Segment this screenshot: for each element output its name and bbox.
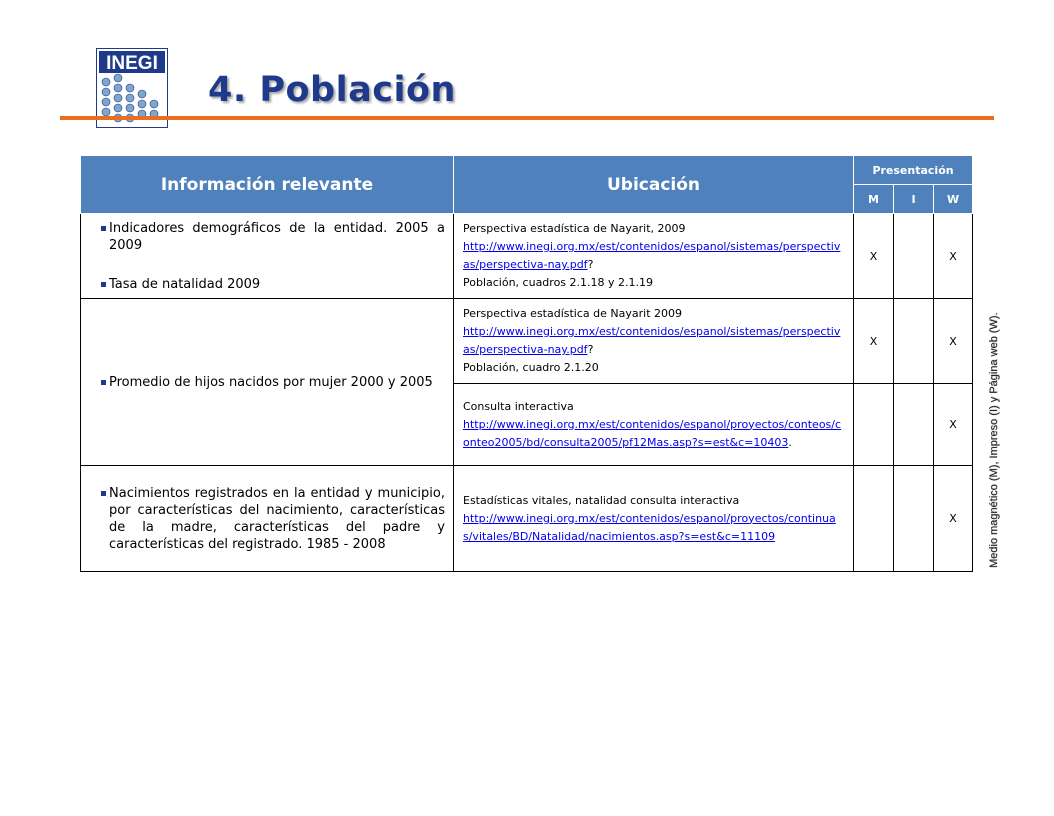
mark-m: X xyxy=(854,214,894,299)
mark-m xyxy=(854,466,894,572)
location-cell xyxy=(454,214,854,299)
mark-m xyxy=(854,384,894,466)
info-item: Tasa de natalidad 2009 xyxy=(101,276,445,293)
mark-w: X xyxy=(934,299,973,384)
location-link[interactable]: http://www.inegi.org.mx/est/contenidos/espanol/sistemas/perspectivas/perspectiva-nay.pdf xyxy=(463,240,841,271)
location-link[interactable]: http://www.inegi.org.mx/est/contenidos/espanol/proyectos/continuas/vitales/BD/Natalidad/nacimientos.asp?s=est&c=11109 xyxy=(463,511,836,543)
location-title: Consulta interactiva xyxy=(463,399,574,413)
location-detail: Población, cuadro 2.1.20 xyxy=(463,361,599,374)
logo-text: INEGI xyxy=(106,53,158,74)
title-rule xyxy=(60,116,994,120)
mark-i xyxy=(894,299,934,384)
location-link-line: http://www.inegi.org.mx/est/contenidos/espanol/sistemas/perspectivas/perspectiva-nay.pdf? xyxy=(463,240,841,271)
location-cell xyxy=(454,299,854,384)
page-title: 4. Población xyxy=(208,70,456,110)
header-location: Ubicación xyxy=(454,156,854,214)
location-link-line: http://www.inegi.org.mx/est/contenidos/espanol/sistemas/perspectivas/perspectiva-nay.pdf? xyxy=(463,325,841,356)
location-link[interactable]: http://www.inegi.org.mx/est/contenidos/espanol/proyectos/conteos/conteo2005/bd/consulta2005/pf12Mas.asp?s=est&c=10403 xyxy=(463,417,842,449)
header-i: I xyxy=(894,185,934,214)
mark-i xyxy=(894,214,934,299)
location-link[interactable]: http://www.inegi.org.mx/est/contenidos/espanol/sistemas/perspectivas/perspectiva-nay.pdf xyxy=(463,325,841,356)
mark-w: X xyxy=(934,466,973,572)
header-info: Información relevante xyxy=(81,156,454,214)
info-item: Indicadores demográficos de la entidad. 2005 a 2009 xyxy=(101,220,445,254)
location-cell xyxy=(454,466,854,572)
info-table xyxy=(80,155,973,572)
info-item: Nacimientos registrados en la entidad y municipio, por características del nacimiento, características de la madre, características del padre y características del registrado. 1985 - 2008 xyxy=(101,485,445,553)
mark-i xyxy=(894,384,934,466)
bullet-icon xyxy=(101,282,106,287)
table-row xyxy=(81,214,973,299)
location-cell xyxy=(454,384,854,466)
location-detail: Población, cuadros 2.1.18 y 2.1.19 xyxy=(463,276,654,289)
presentation-legend: Medio magnético (M), Impreso (I) y Página web (W). xyxy=(988,312,1000,568)
info-cell xyxy=(81,299,454,466)
mark-w: X xyxy=(934,384,973,466)
header-w: W xyxy=(934,185,973,214)
bullet-icon xyxy=(101,380,106,385)
location-title: Perspectiva estadística de Nayarit 2009 xyxy=(463,307,683,320)
location-link-line: http://www.inegi.org.mx/est/contenidos/espanol/proyectos/conteos/conteo2005/bd/consulta2005/pf12Mas.asp?s=est&c=10403. xyxy=(463,417,842,449)
info-item: Promedio de hijos nacidos por mujer 2000 y 2005 xyxy=(101,374,445,391)
header-presentation: Presentación xyxy=(854,156,973,185)
location-title: Estadísticas vitales, natalidad consulta interactiva xyxy=(463,493,740,507)
mark-i xyxy=(894,466,934,572)
table-row xyxy=(81,299,973,384)
location-title: Perspectiva estadística de Nayarit, 2009 xyxy=(463,222,686,235)
table-row xyxy=(81,466,973,572)
bullet-icon xyxy=(101,491,106,496)
mark-w: X xyxy=(934,214,973,299)
bullet-icon xyxy=(101,226,106,231)
header-m: M xyxy=(854,185,894,214)
info-cell xyxy=(81,214,454,299)
mark-m: X xyxy=(854,299,894,384)
location-link-line xyxy=(463,510,845,546)
info-cell xyxy=(81,466,454,572)
